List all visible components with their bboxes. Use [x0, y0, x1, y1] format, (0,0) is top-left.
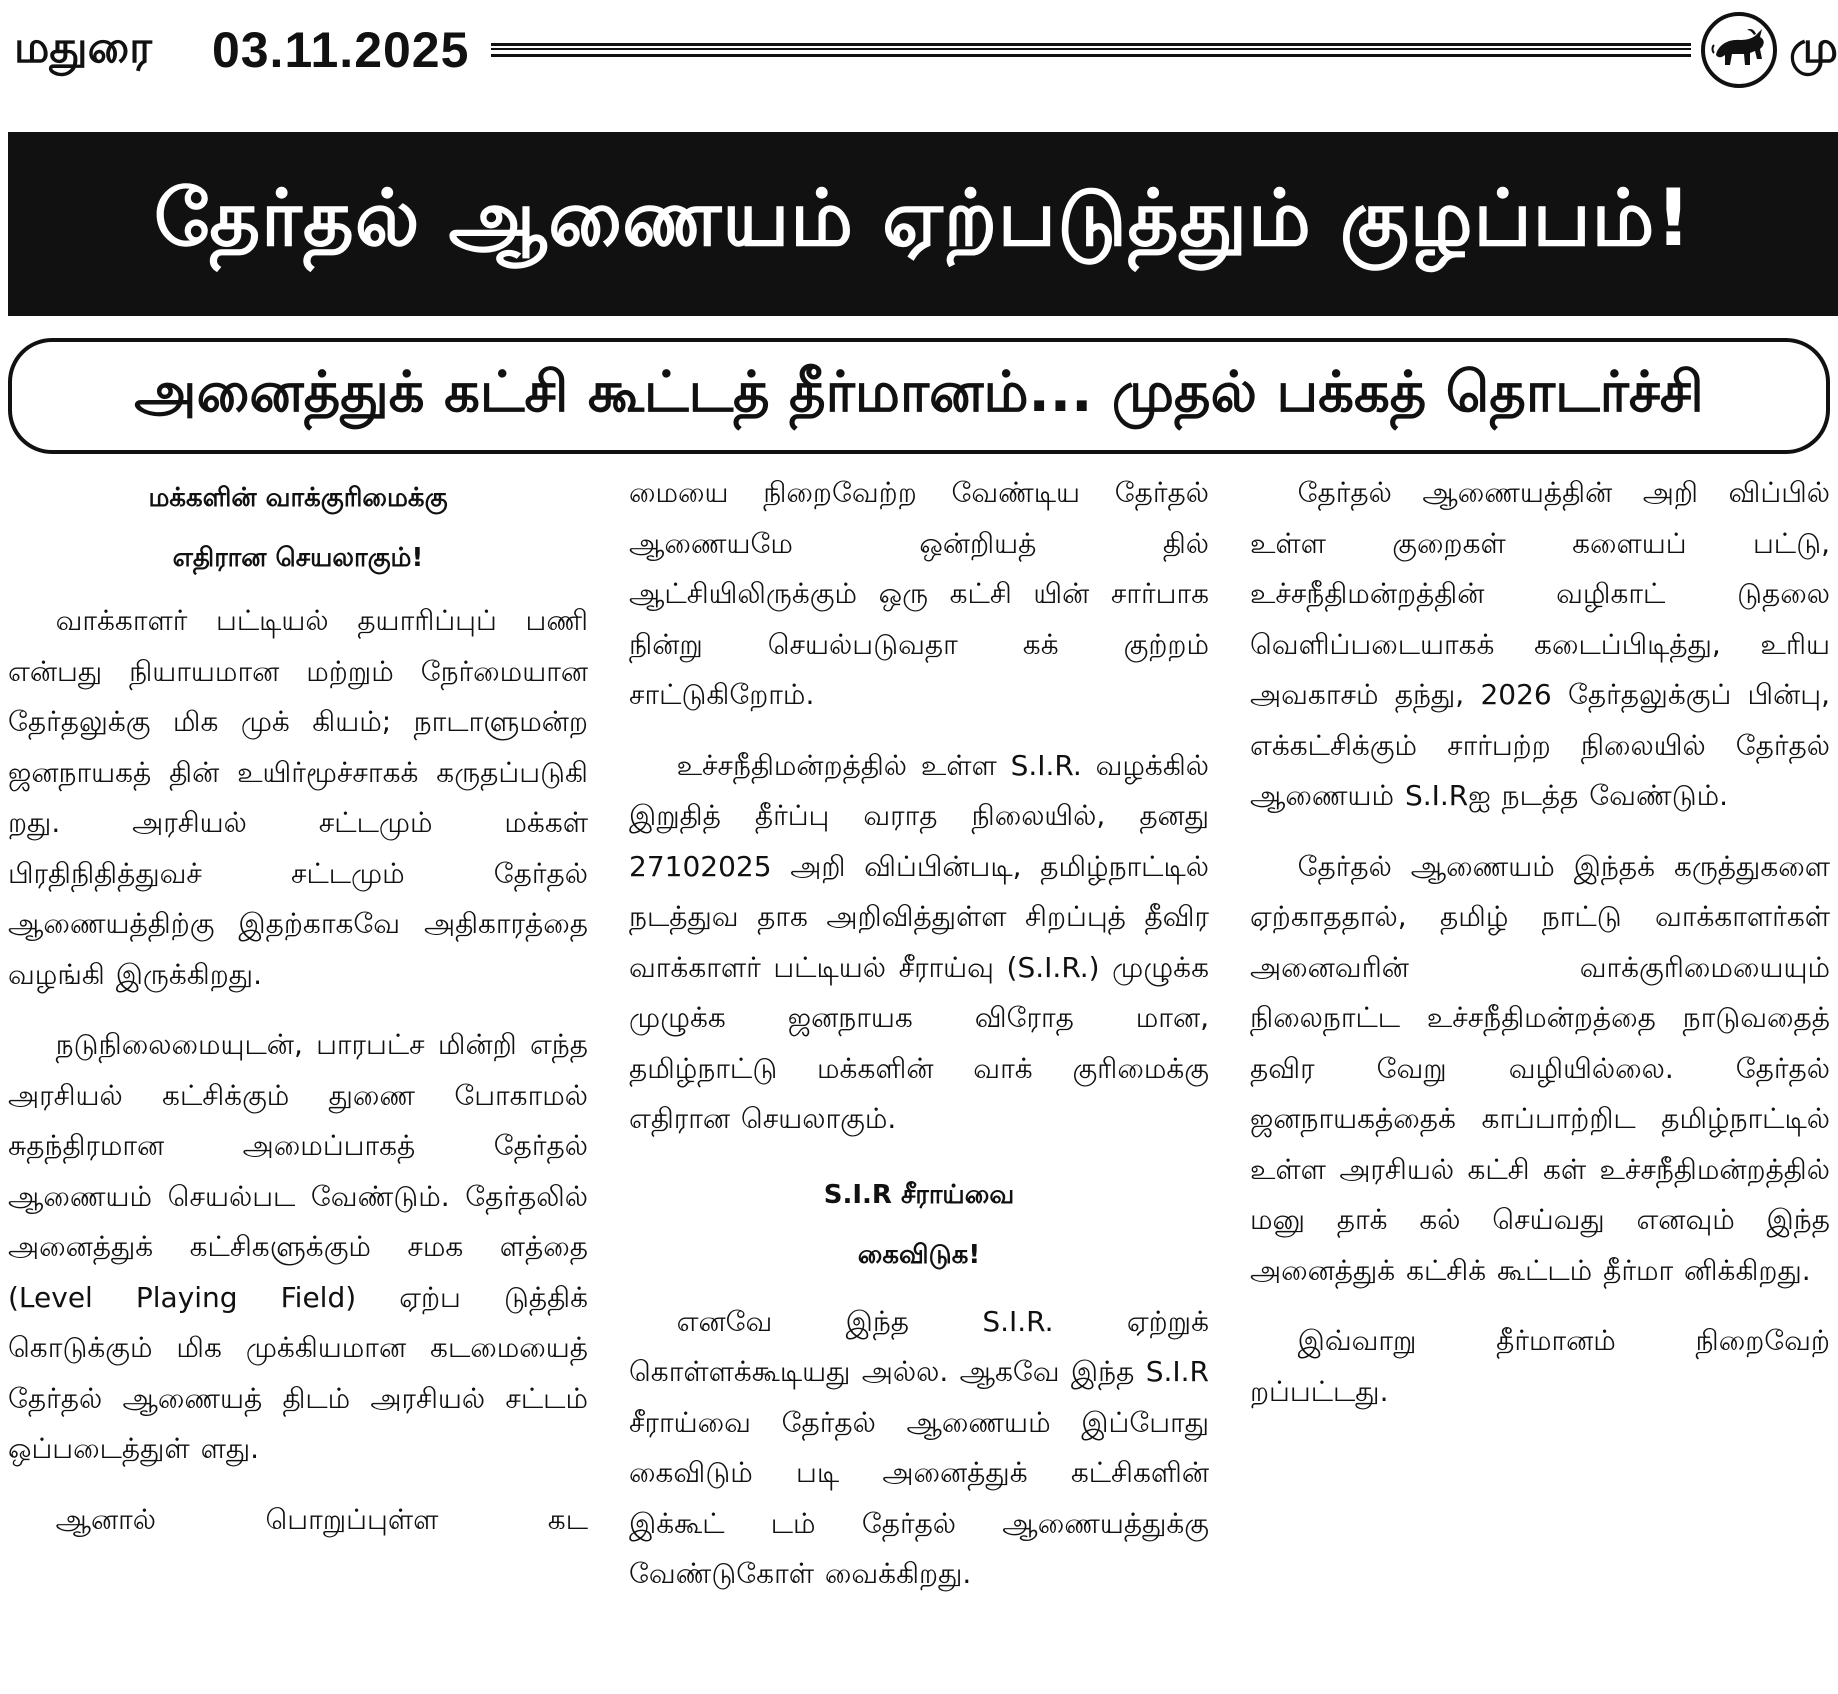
headline-banner — [8, 132, 1838, 316]
section-heading-line: S.I.R சீராய்வை — [823, 1179, 1015, 1210]
paragraph: நடுநிலைமையுடன், பாரபட்ச மின்றி எந்த அரசியல் கட்சிக்கும் துணை போகாமல் சுதந்திரமான அமைப்பாகத் தேர்தல் ஆணையம் செயல்பட வேண்டும். தேர்தலில் அனைத்துக் கட்சிகளுக்கும் சமக ளத்தை (Level Playing Field) ஏற்ப டுத்திக் கொடுக்கும் மிக முக்கியமான கடமையைத் தேர்தல் ஆணையத் திடம் அரசியல் சட்டம் ஒப்படைத்துள் ளது. — [8, 1028, 588, 1465]
paragraph: ஆனால் பொறுப்புள்ள கட — [55, 1502, 588, 1536]
section-heading-line: எதிரான செயலாகும்! — [172, 543, 424, 573]
edition-date: 03.11.2025 — [211, 22, 470, 78]
section-heading-line: மக்களின் வாக்குரிமைக்கு — [148, 483, 448, 513]
masthead — [0, 0, 1838, 100]
paragraph: உச்சநீதிமன்றத்தில் உள்ள S.I.R. வழக்கில் இறுதித் தீர்ப்பு வராத நிலையில், தனது 27102025 அறி விப்பின்படி, தமிழ்நாட்டில் நடத்துவ தாக அறிவித்துள்ள சிறப்புத் தீவிர வாக்காளர் பட்டியல் சீராய்வு (S.I.R.) முழுக்க முழுக்க ஜனநாயக விரோத மான, தமிழ்நாட்டு மக்களின் வாக் குரிமைக்கு எதிரான செயலாகும். — [629, 748, 1209, 1135]
paragraph: மையை நிறைவேற்ற வேண்டிய தேர்தல் ஆணையமே ஒன்றியத் தில் ஆட்சியிலிருக்கும் ஒரு கட்சி யின் சார்பாக நின்று செயல்படுவதா கக் குற்றம் சாட்டுகிறோம். — [629, 476, 1209, 711]
edition-city: மதுரை — [14, 21, 152, 73]
masthead-rule — [491, 43, 1691, 57]
column-1 — [8, 468, 588, 1694]
paragraph: வாக்காளர் பட்டியல் தயாரிப்புப் பணி என்பது நியாயமான மற்றும் நேர்மையான தேர்தலுக்கு மிக முக் கியம்; நாடாளுமன்ற ஜனநாயகத் தின் உயிர்மூச்சாகக் கருதப்படுகி றது. அரசியல் சட்டமும் மக்கள் பிரதிநிதித்துவச் சட்டமும் தேர்தல் ஆணையத்திற்கு இதற்காகவே அதிகாரத்தை வழங்கி இருக்கிறது. — [8, 604, 588, 991]
bull-emblem-icon-graphic — [1710, 25, 1768, 75]
column-2 — [629, 468, 1209, 1694]
paragraph: தேர்தல் ஆணையம் இந்தக் கருத்துகளை ஏற்காததால், தமிழ் நாட்டு வாக்காளர்கள் அனைவரின் வாக்குரிமையையும் நிலைநாட்ட உச்சநீதிமன்றத்தை நாடுவதைத் தவிர வேறு வழியில்லை. தேர்தல் ஜனநாயகத்தைக் காப்பாற்றிட தமிழ்நாட்டில் உள்ள அரசியல் கட்சி கள் உச்சநீதிமன்றத்தில் மனு தாக் கல் செய்வது எனவும் இந்த அனைத்துக் கட்சிக் கூட்டம் தீர்மா னிக்கிறது. — [1250, 849, 1830, 1287]
paragraph: எனவே இந்த S.I.R. ஏற்றுக் கொள்ளக்கூடியது அல்ல. ஆகவே இந்த S.I.R சீராய்வை தேர்தல் ஆணையம் இப்போது கைவிடும் படி அனைத்துக் கட்சிகளின் இக்கூட் டம் தேர்தல் ஆணையத்துக்கு வேண்டுகோள் வைக்கிறது. — [629, 1304, 1209, 1590]
subheadline: அனைத்துக் கட்சி கூட்டத் தீர்மானம்... முதல் பக்கத் தொடர்ச்சி — [134, 360, 1704, 425]
column-3 — [1250, 468, 1830, 1694]
paragraph: இவ்வாறு தீர்மானம் நிறைவேற் றப்பட்டது. — [1250, 1324, 1830, 1408]
section-heading — [8, 468, 588, 588]
masthead-title-fragment: மு — [1789, 21, 1838, 73]
bull-emblem-icon — [1701, 12, 1777, 88]
section-heading — [629, 1165, 1209, 1285]
headline: தேர்தல் ஆணையம் ஏற்படுத்தும் குழப்பம்! — [153, 174, 1693, 264]
section-heading-line: கைவிடுக! — [857, 1239, 981, 1270]
paragraph: தேர்தல் ஆணையத்தின் அறி விப்பில் உள்ள குறைகள் களையப் பட்டு, உச்சநீதிமன்றத்தின் வழிகாட் டுதலை வெளிப்படையாகக் கடைப்பிடித்து, உரிய அவகாசம் தந்து, 2026 தேர்தலுக்குப் பின்பு, எக்கட்சிக்கும் சார்பற்ற நிலையில் தேர்தல் ஆணையம் S.I.Rஐ நடத்த வேண்டும். — [1250, 476, 1830, 812]
article-columns — [8, 468, 1830, 1694]
subheadline-box — [8, 338, 1830, 454]
